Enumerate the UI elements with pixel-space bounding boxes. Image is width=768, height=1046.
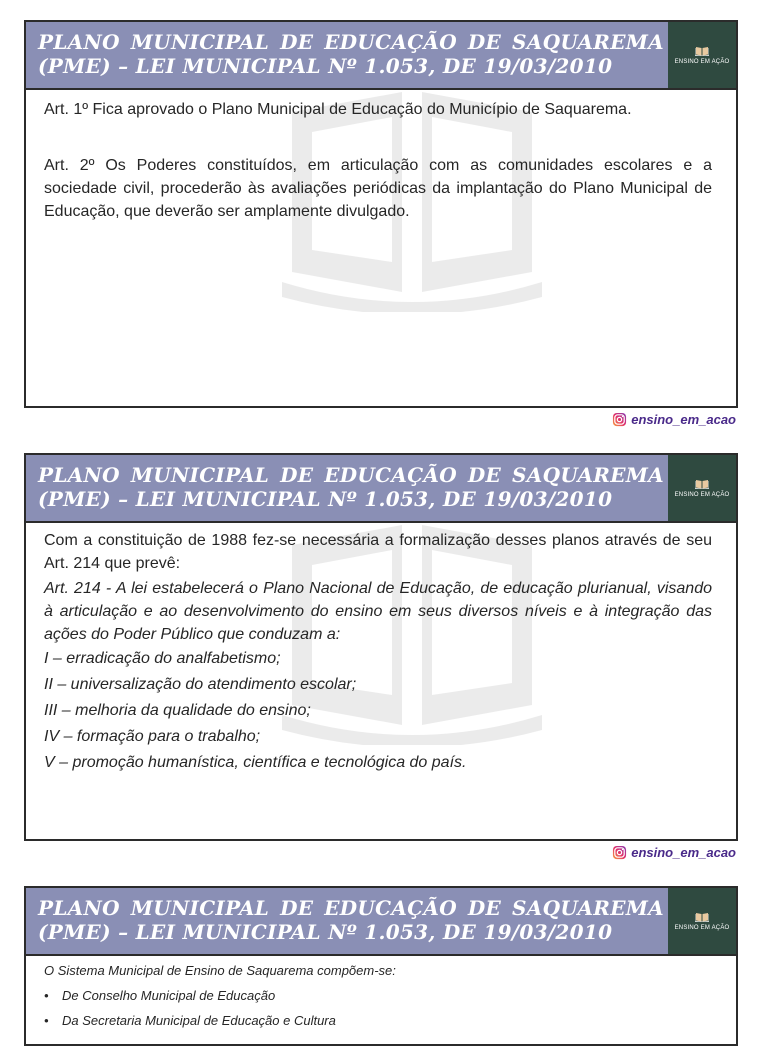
logo-text: ENSINO EM AÇÃO bbox=[674, 491, 730, 498]
slide-title: PLANO MUNICIPAL DE EDUCAÇÃO DE SAQUAREMA (PME) – LEI MUNICIPAL Nº 1.053, DE 19/03/2010 bbox=[38, 463, 664, 511]
logo-text: ENSINO EM AÇÃO bbox=[674, 58, 730, 65]
list-item: IV – formação para o trabalho; bbox=[44, 728, 261, 745]
slide-header bbox=[26, 888, 736, 956]
slide-header bbox=[26, 455, 736, 523]
instagram-handle[interactable] bbox=[612, 410, 736, 428]
logo-text: ENSINO EM AÇÃO bbox=[674, 924, 730, 931]
slide-3 bbox=[24, 886, 738, 1046]
slide-1 bbox=[24, 20, 738, 408]
logo bbox=[668, 888, 736, 954]
list-item: • De Conselho Municipal de Educação bbox=[44, 983, 712, 1008]
instagram-handle[interactable] bbox=[612, 843, 736, 861]
intro-text: Com a constituição de 1988 fez-se necessária a formalização desses planos através de seu Art. 214 que prevê: bbox=[44, 532, 712, 572]
book-icon bbox=[695, 479, 709, 489]
intro-text: O Sistema Municipal de Ensino de Saquarema compõem-se: bbox=[44, 963, 396, 978]
list-item: V – promoção humanística, científica e tecnológica do país. bbox=[44, 754, 467, 771]
slide-header bbox=[26, 22, 736, 90]
article-1: Art. 1º Fica aprovado o Plano Municipal de Educação do Município de Saquarema. bbox=[44, 101, 632, 118]
article-2: Art. 2º Os Poderes constituídos, em articulação com as comunidades escolares e a sociedade civil, procederão às avaliações periódicas da implantação do Plano Municipal de Educação, que deverão ser amplamente divulgado. bbox=[44, 157, 712, 220]
list-item: II – universalização do atendimento escolar; bbox=[44, 676, 357, 693]
book-icon bbox=[695, 46, 709, 56]
book-icon bbox=[695, 912, 709, 922]
list-item: III – melhoria da qualidade do ensino; bbox=[44, 702, 311, 719]
slide-2 bbox=[24, 453, 738, 841]
article-214: Art. 214 - A lei estabelecerá o Plano Nacional de Educação, de educação plurianual, visando à articulação e ao desenvolvimento do ensino em seus diversos níveis e à integração das ações do Poder Público que conduzam a: bbox=[44, 580, 712, 643]
logo bbox=[668, 455, 736, 521]
instagram-icon bbox=[612, 845, 627, 860]
list-item: I – erradicação do analfabetismo; bbox=[44, 650, 281, 667]
logo bbox=[668, 22, 736, 88]
slide-body bbox=[26, 90, 736, 223]
slide-body bbox=[26, 956, 736, 1033]
handle-text: ensino_em_acao bbox=[631, 411, 736, 427]
slide-title: PLANO MUNICIPAL DE EDUCAÇÃO DE SAQUAREMA (PME) – LEI MUNICIPAL Nº 1.053, DE 19/03/2010 bbox=[38, 30, 664, 78]
list-item: • Da Secretaria Municipal de Educação e Cultura bbox=[44, 1008, 712, 1033]
instagram-icon bbox=[612, 412, 627, 427]
slide-title: PLANO MUNICIPAL DE EDUCAÇÃO DE SAQUAREMA (PME) – LEI MUNICIPAL Nº 1.053, DE 19/03/2010 bbox=[38, 896, 664, 944]
handle-text: ensino_em_acao bbox=[631, 844, 736, 860]
slide-body bbox=[26, 523, 736, 776]
